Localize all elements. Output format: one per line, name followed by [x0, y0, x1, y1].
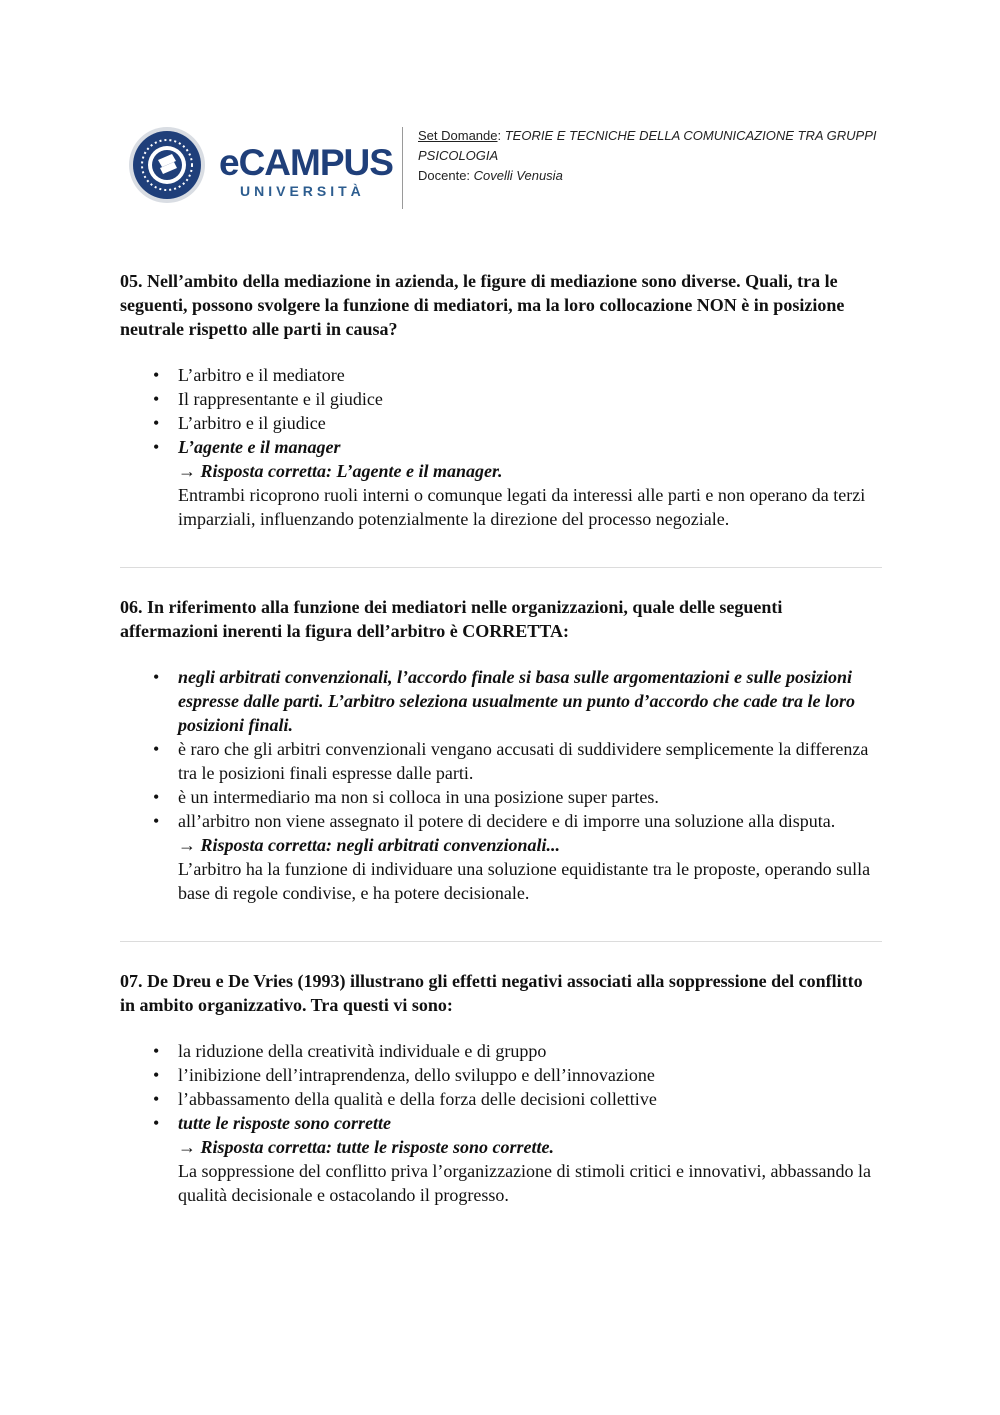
- answer-text: negli arbitrati convenzionali, l’accordo finale si basa sulle argomentazioni e sulle posizioni espresse dalle parti. L’arbitro seleziona usualmente un punto d’accordo che cade tra le loro posizioni finali.: [178, 667, 856, 735]
- answer-explanation: La soppressione del conflitto priva l’organizzazione di stimoli critici e innovativi, abbassando la qualità decisionale e ostacolando il progresso.: [178, 1161, 871, 1205]
- answer-option: [120, 1063, 882, 1087]
- question-block: [120, 595, 882, 905]
- set-label: Set Domande: [418, 128, 498, 143]
- answer-text: è un intermediario ma non si colloca in una posizione super partes.: [178, 787, 659, 807]
- bullet-icon: •: [153, 811, 160, 831]
- correct-answer-label: → Risposta corretta: tutte le risposte sono corrette.: [178, 1137, 554, 1157]
- bullet-icon: •: [153, 1041, 160, 1061]
- answer-option: [120, 665, 882, 737]
- answer-content: [178, 737, 882, 785]
- answer-option: [120, 1039, 882, 1063]
- answer-content: [178, 785, 882, 809]
- answer-option: [120, 363, 882, 387]
- answer-text: è raro che gli arbitri convenzionali vengano accusati di suddividere semplicemente la differenza tra le posizioni finali espresse dalle parti.: [178, 739, 869, 783]
- docente-label: Docente:: [418, 168, 471, 183]
- page-header: [122, 120, 882, 215]
- answer-content: [178, 411, 882, 435]
- set-title: TEORIE E TECNICHE DELLA COMUNICAZIONE TRA GRUPPI: [504, 128, 877, 143]
- question-text: 05. Nell’ambito della mediazione in azienda, le figure di mediazione sono diverse. Quali, tra le seguenti, possono svolgere la funzione di mediatori, ma la loro collocazione NON è in posizione neutrale rispetto alle parti in causa?: [120, 271, 845, 339]
- answer-text: L’arbitro e il giudice: [178, 413, 326, 433]
- docente-name: Covelli Venusia: [473, 168, 563, 183]
- answer-content: [178, 435, 882, 531]
- answer-option: [120, 1087, 882, 1111]
- bullet-icon: •: [153, 365, 160, 385]
- answer-text: L’agente e il manager: [178, 437, 341, 457]
- answer-option: [120, 1111, 882, 1207]
- answer-text: l’inibizione dell’intraprendenza, dello sviluppo e dell’innovazione: [178, 1065, 655, 1085]
- answer-content: [178, 809, 882, 905]
- bullet-icon: •: [153, 787, 160, 807]
- answer-text: l’abbassamento della qualità e della forza delle decisioni collettive: [178, 1089, 657, 1109]
- answer-list: [120, 665, 882, 905]
- answer-content: [178, 1039, 882, 1063]
- section-divider: [120, 567, 882, 568]
- answer-option: [120, 435, 882, 531]
- correct-answer-label: → Risposta corretta: L’agente e il manager.: [178, 461, 503, 481]
- bullet-icon: •: [153, 739, 160, 759]
- answer-option: [120, 411, 882, 435]
- docente-line: [418, 167, 888, 185]
- answer-option: [120, 737, 882, 785]
- answer-content: [178, 387, 882, 411]
- logo-subtitle: UNIVERSITÀ: [240, 183, 365, 199]
- answer-list: [120, 363, 882, 531]
- section-divider: [120, 941, 882, 942]
- answer-content: [178, 363, 882, 387]
- answer-text: la riduzione della creatività individuale e di gruppo: [178, 1041, 547, 1061]
- course-name: PSICOLOGIA: [418, 148, 499, 163]
- question-list: [120, 269, 882, 1207]
- answer-content: [178, 1111, 882, 1207]
- logo-wordmark: eCAMPUS: [219, 142, 393, 183]
- answer-text: tutte le risposte sono corrette: [178, 1113, 391, 1133]
- answer-text: all’arbitro non viene assegnato il potere di decidere e di imporre una soluzione alla disputa.: [178, 811, 836, 831]
- set-line: Set Domande: TEORIE E TECNICHE DELLA COMUNICAZIONE TRA GRUPPI: [418, 128, 877, 143]
- question-text: 06. In riferimento alla funzione dei mediatori nelle organizzazioni, quale delle seguenti affermazioni inerenti la figura dell’arbitro è CORRETTA:: [120, 597, 783, 641]
- answer-option: [120, 785, 882, 809]
- answer-text: Il rappresentante e il giudice: [178, 389, 383, 409]
- answer-list: [120, 1039, 882, 1207]
- answer-explanation: L’arbitro ha la funzione di individuare una soluzione equidistante tra le proposte, operando sulla base di regole condivise, e ha potere decisionale.: [178, 859, 871, 903]
- answer-text: L’arbitro e il mediatore: [178, 365, 345, 385]
- answer-explanation: Entrambi ricoprono ruoli interni o comunque legati da interessi alle parti e non operano da terzi imparziali, influenzando potenzialmente la direzione del processo negoziale.: [178, 485, 866, 529]
- answer-content: [178, 1063, 882, 1087]
- correct-answer-label: → Risposta corretta: negli arbitrati convenzionali...: [178, 835, 561, 855]
- question-text: 07. De Dreu e De Vries (1993) illustrano gli effetti negativi associati alla soppressione del conflitto in ambito organizzativo. Tra questi vi sono:: [120, 971, 863, 1015]
- answer-content: [178, 1087, 882, 1111]
- bullet-icon: •: [153, 1065, 160, 1085]
- answer-option: [120, 809, 882, 905]
- bullet-icon: •: [153, 667, 160, 687]
- course-info: [418, 127, 888, 186]
- bullet-icon: •: [153, 389, 160, 409]
- question-block: [120, 969, 882, 1207]
- bullet-icon: •: [153, 1089, 160, 1109]
- header-divider: [402, 127, 403, 209]
- answer-option: [120, 387, 882, 411]
- answer-content: [178, 665, 882, 737]
- bullet-icon: •: [153, 413, 160, 433]
- ecampus-logo: [122, 120, 397, 210]
- university-seal-icon: [128, 126, 206, 204]
- bullet-icon: •: [153, 437, 160, 457]
- bullet-icon: •: [153, 1113, 160, 1133]
- question-block: [120, 269, 882, 531]
